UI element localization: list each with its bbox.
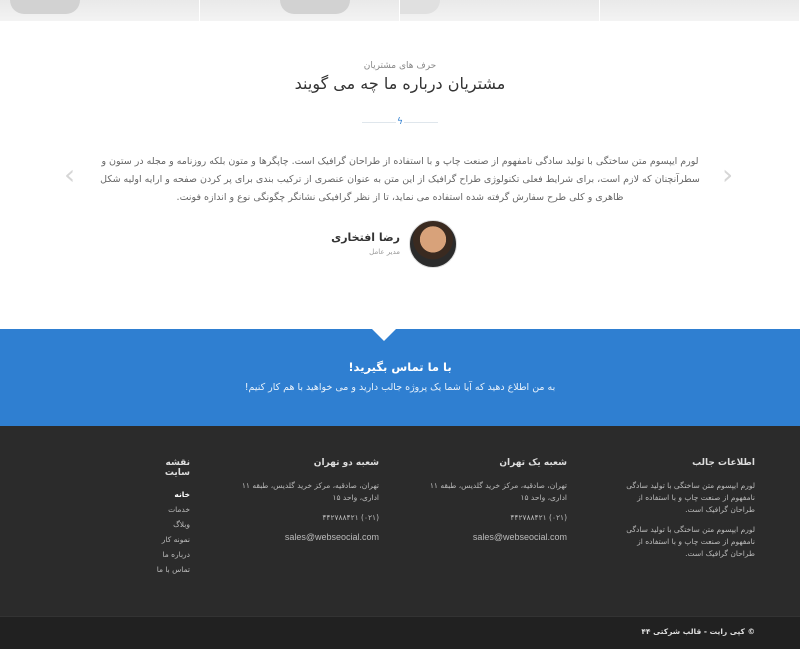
footer-sitemap-column	[140, 458, 190, 580]
branch-email-link[interactable]: sales@webseocial.com	[284, 532, 379, 542]
sitemap-link-about[interactable]: درباره ما	[162, 550, 190, 559]
branch-address: تهران، صادقیه، مرکز خرید گلدیس، طبقه ۱۱ اداری، واحد ۱۵	[241, 481, 379, 502]
portfolio-thumb[interactable]	[0, 0, 200, 21]
testimonials-section	[0, 21, 800, 329]
portfolio-thumb[interactable]	[600, 0, 800, 21]
footer-branch1-column	[417, 458, 567, 542]
chevron-left-icon[interactable]: ‹	[64, 158, 76, 191]
portfolio-thumb[interactable]	[200, 0, 400, 21]
contact-cta-band	[0, 329, 800, 426]
sitemap-link-services[interactable]: خدمات	[168, 505, 190, 514]
branch-phone: (۰۲۱) ۴۴۲۷۸۸۴۲۱	[322, 513, 379, 522]
copyright-text: © کپی رایت - قالب شرکتی ۴۴	[641, 627, 755, 636]
footer	[0, 426, 800, 616]
footer-paragraph: لورم ایپسوم متن ساختگی با تولید سادگی نامفهوم از صنعت چاپ و با استفاده از طراحان گرافیک است.	[626, 525, 755, 558]
footer-column-title: شعبه دو تهران	[313, 458, 379, 468]
notch-arrow	[372, 329, 396, 341]
section-subtitle: حرف های مشتریان	[363, 61, 437, 71]
sitemap-link-home[interactable]: خانه	[174, 490, 190, 499]
avatar	[409, 220, 457, 268]
footer-branch2-column	[229, 458, 379, 542]
author-role: مدیر عامل	[369, 248, 400, 256]
portfolio-thumb[interactable]	[400, 0, 600, 21]
footer-column-title: شعبه یک تهران	[499, 458, 567, 468]
chevron-right-icon[interactable]: ›	[722, 158, 734, 191]
footer-column-title: نقشه سایت	[164, 458, 190, 478]
sitemap-list	[140, 490, 190, 574]
branch-phone: (۰۲۱) ۴۴۲۷۸۸۴۲۱	[510, 513, 567, 522]
footer-bottom-bar	[0, 616, 800, 649]
divider-ornament-icon: ϟ	[397, 117, 403, 127]
footer-about-column	[625, 458, 755, 568]
sitemap-link-portfolio[interactable]: نمونه کار	[161, 535, 190, 544]
sitemap-link-contact[interactable]: تماس با ما	[156, 565, 190, 574]
branch-email-link[interactable]: sales@webseocial.com	[472, 532, 567, 542]
contact-text: به من اطلاع دهید که آیا شما یک پروژه جالب دارید و می خواهید با هم کار کنیم!	[244, 382, 556, 393]
sitemap-link-blog[interactable]: وبلاگ	[173, 520, 190, 529]
portfolio-image-strip	[0, 0, 800, 21]
footer-column-title: اطلاعات جالب	[692, 458, 755, 468]
footer-paragraph: لورم ایپسوم متن ساختگی با تولید سادگی نامفهوم از صنعت چاپ و با استفاده از طراحان گرافیک است.	[626, 481, 755, 514]
branch-address: تهران، صادقیه، مرکز خرید گلدیس، طبقه ۱۱ اداری، واحد ۱۵	[429, 481, 567, 502]
section-title: مشتریان درباره ما چه می گویند	[294, 74, 506, 93]
contact-title: با ما تماس بگیرید!	[348, 360, 452, 374]
testimonial-text: لورم ایپسوم متن ساختگی با تولید سادگی نامفهوم از صنعت چاپ و با استفاده از طراحان گرافیک است. چاپگرها و متون بلکه روزنامه و مجله در ستون و سطرآنچنان که لازم است، برای شرایط فعلی تکنولوژی طراح گرافیک از این متن به عنوان عنصری از ترکیب بندی برای پر کردن صفحه و ارایه اولیه شکل ظاهری و کلی طرح سفارش گرفته شده استفاده می نماید، تا از نظر گرافیکی نشانگر چگونگی نوع و اندازه فونت.	[100, 156, 700, 203]
testimonial-author	[331, 220, 457, 270]
author-name: رضا افتخاری	[331, 231, 400, 244]
